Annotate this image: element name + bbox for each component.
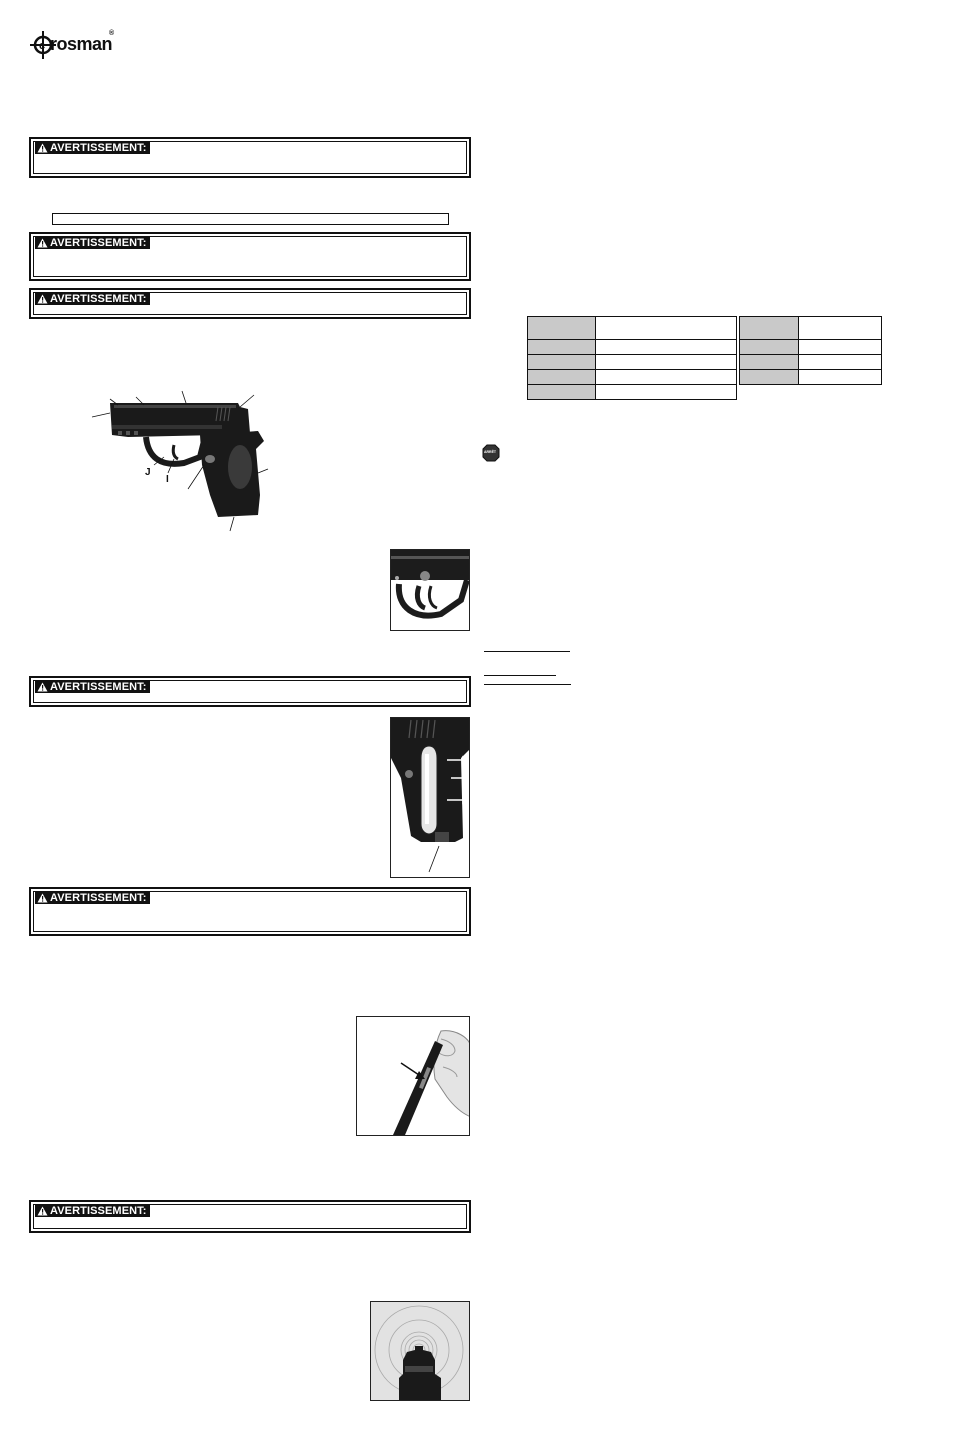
warning-tag: AVERTISSEMENT: [35,237,150,249]
warning-triangle-icon [37,143,48,153]
spec-table-right-grid [739,316,882,385]
underline-rule-1 [484,651,570,652]
magazine-hand-illustration [357,1017,470,1136]
crosman-logo [30,30,122,60]
trigger-illustration [391,550,470,631]
grip-cartridge-illustration [391,718,470,878]
spec-table-left-grid [527,316,737,400]
underline-rule-3 [484,684,571,685]
spec-table-right [739,316,882,385]
warning-tag: AVERTISSEMENT: [35,293,150,305]
svg-text:c: c [39,40,46,52]
warning-triangle-icon [37,682,48,692]
warning-triangle-icon [37,893,48,903]
figure-sight-target [370,1301,470,1401]
callout-j: J [145,467,151,478]
figure-magazine-loading [356,1016,470,1136]
callout-i: I [166,474,169,485]
warning-triangle-icon [37,1206,48,1216]
warning-box-2 [29,232,471,281]
pistol-diagram [88,385,278,533]
warning-tag: AVERTISSEMENT: [35,892,150,904]
warning-tag: AVERTISSEMENT: [35,142,150,154]
stop-badge-label: ARRÊT [484,450,497,454]
underline-rule-2 [484,675,556,676]
thin-note-box [52,213,449,225]
warning-box-6 [29,1200,471,1233]
figure-trigger-closeup [390,549,470,631]
spec-table-left [527,316,737,400]
warning-box-4 [29,676,471,707]
warning-tag: AVERTISSEMENT: [35,1205,150,1217]
warning-triangle-icon [37,294,48,304]
sight-target-illustration [371,1302,470,1401]
registered-mark: ® [109,30,115,37]
warning-triangle-icon [37,238,48,248]
warning-box-3 [29,288,471,319]
figure-grip-cartridge [390,717,470,878]
logo-wordmark: rosman [50,34,113,54]
stop-badge [482,444,500,462]
warning-box-1 [29,137,471,178]
warning-box-5 [29,887,471,936]
warning-tag: AVERTISSEMENT: [35,681,150,693]
